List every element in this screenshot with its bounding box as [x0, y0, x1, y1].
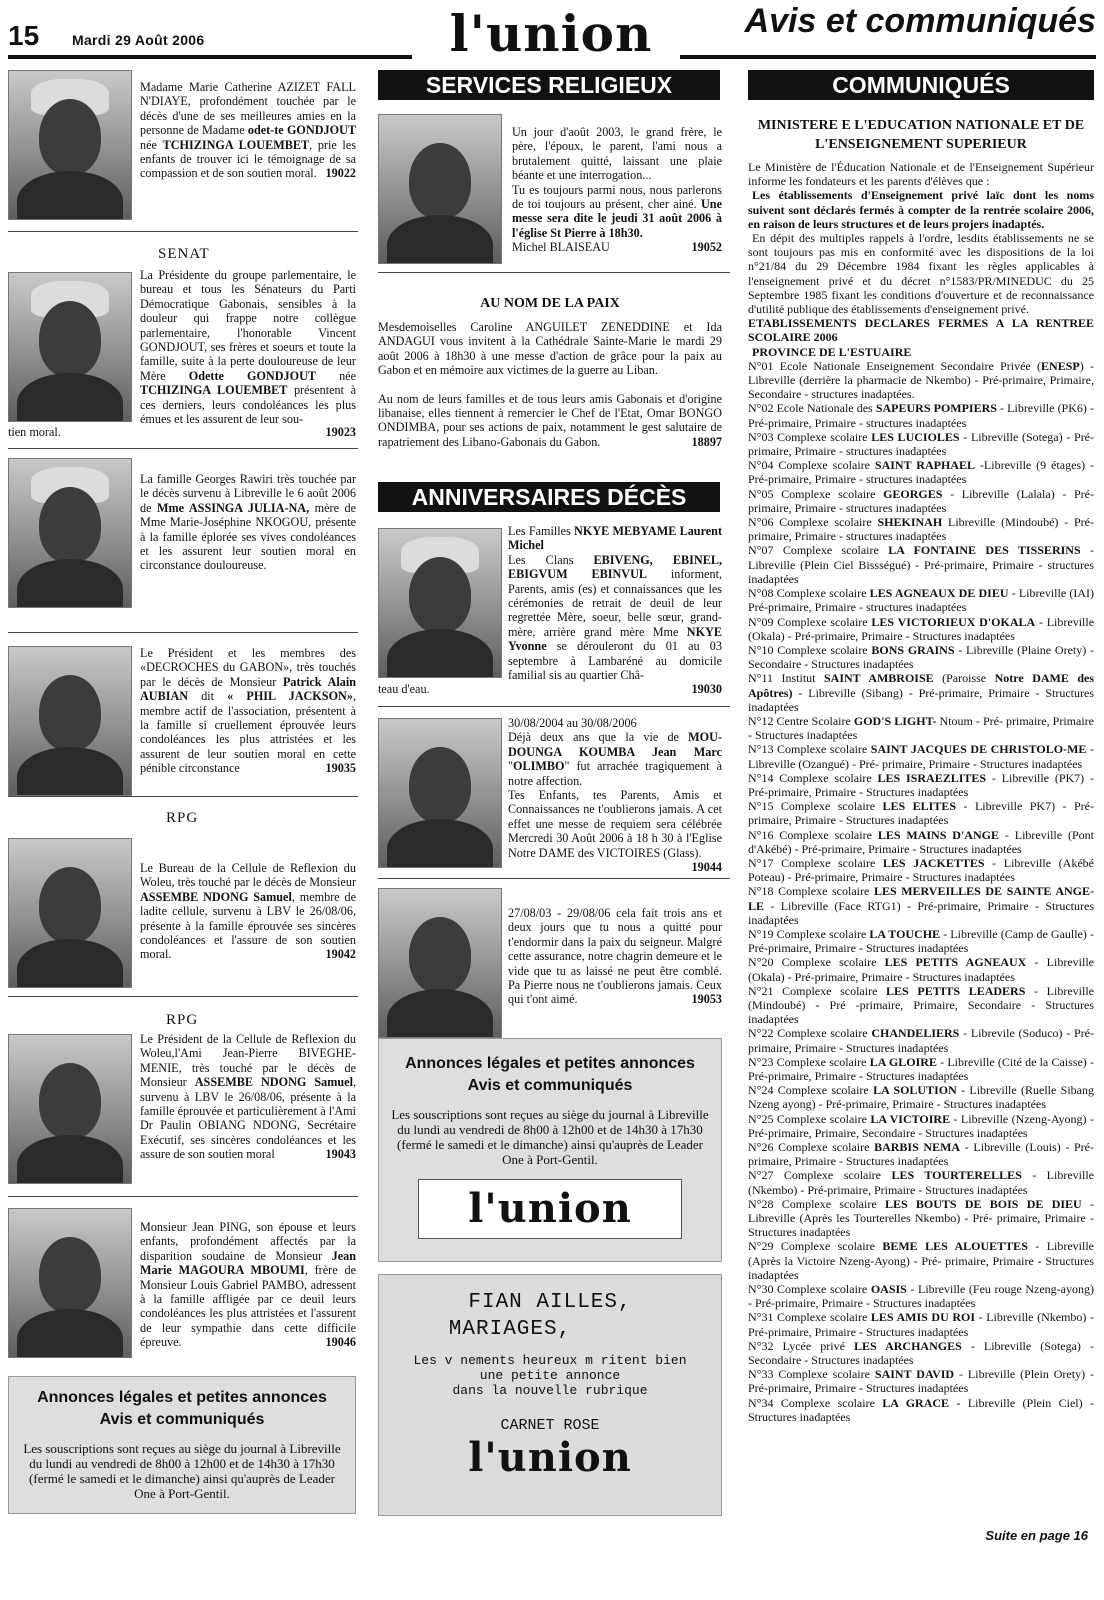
- notice-ref: 19023: [325, 425, 356, 439]
- school-list-item: N°18 Complexe scolaire LES MERVEILLES DE SAINTE ANGE-LE - Libreville (Face RTG1) - Pré-primaire, Primaire - Structures inadaptées: [748, 884, 1095, 927]
- school-list-item: N°09 Complexe scolaire LES VICTORIEUX D'OKALA - Libreville (Okala) - Pré-primaire, Primaire - Structures inadaptées: [748, 614, 1095, 643]
- school-list-item: N°25 Complexe scolaire LA VICTOIRE - Libreville (Nzeng-Ayong) - Pré-primaire, Primaire, Secondaire - Structures inadaptées: [748, 1111, 1094, 1140]
- notice-ref: 19022: [325, 166, 356, 181]
- right-column: [748, 68, 1096, 1558]
- ad-body: Les souscriptions sont reçues au siège du journal à Libreville du lundi au vendredi de 8h00 à 12h00 et de 14h30 à 17h30 (fermé le samedi et le dimanche) ainsi qu'auprès de Leader One à Port-Gentil.: [23, 1441, 341, 1501]
- obituary-notice: [140, 472, 356, 573]
- notice-text: La Présidente du groupe parlementaire, le bureau et tous les Sénateurs du Parti Démocratique Gabonais, sensibles à la douleur qui frappe notre collègue parlementaire, l'honorable Vincent GONDJOUT, ses frères et soeurs et toute la famille, suite à la perte douloureuse de leur Mère Odette GONDJOUT née TCHIZINGA LOUEMBET présentent à ces derniers, leurs condoléances les plus émues et les assurent de leur sou-: [140, 268, 356, 427]
- school-list-item: N°28 Complexe scolaire LES BOUTS DE BOIS DE DIEU - Libreville (Après les Tourterelles Nkembo) - Pré- primaire, Primaire - Structures inadaptées: [748, 1196, 1094, 1240]
- school-list-item: N°14 Complexe scolaire LES ISRAEZLITES - Libreville (PK7) - Pré-primaire, Primaire - Structures inadaptées: [748, 770, 1094, 799]
- portrait-photo: [8, 458, 132, 608]
- notice-text: Le Président de la Cellule de Reflexion du Woleu,l'Ami Jean-Pierre BIVEGHE-MENIE, très touché par le décès de Monsieur ASSEMBE NDONG Samuel, survenu à LBV le 26/08/06, présente à la famille éprouvée et particulièrement à l'Ami Dr Paulin OBIANG NDONG, Secrétaire Exécutif, ses sincères condoléances et les assure de son soutien moral: [140, 1032, 357, 1162]
- notice-ref: 19046: [325, 1335, 356, 1350]
- school-list-item: N°06 Complexe scolaire SHEKINAH Libreville (Mindoubé) - Pré-primaire, Primaire - structures inadaptées: [748, 515, 1094, 544]
- school-list-item: N°02 Ecole Nationale des SAPEURS POMPIERS - Libreville (PK6) -Pré-primaire, Primaire - structures inadaptées: [748, 401, 1094, 430]
- obituary-notice-tail: [8, 425, 356, 439]
- notice-ref: 19053: [691, 992, 722, 1007]
- obituary-notice: [140, 268, 356, 426]
- section-title: Avis et communiqués: [744, 2, 1096, 40]
- ad-subtitle: Avis et communiqués: [467, 1077, 633, 1094]
- school-list-item: N°13 Complexe scolaire SAINT JACQUES DE CHRISTOLO-ME - Libreville (Ozangué) - Pré- primaire, Primaire - Structures inadaptées: [748, 742, 1094, 771]
- divider: [8, 796, 358, 797]
- ad-subtitle: Avis et communiqués: [99, 1411, 265, 1428]
- school-list-item: N°07 Complexe scolaire LA FONTAINE DES TISSERINS - Libreville (Plein Ciel Bissségué) - Pré-primaire, Primaire - structures inadaptées: [748, 543, 1094, 586]
- notice-tail: tien moral.: [8, 425, 61, 439]
- obituary-notice: [140, 646, 356, 776]
- header-rule-right: [680, 55, 1096, 59]
- school-list-item: N°24 Complexe scolaire LA SOLUTION - Libreville (Ruelle Sibang Nzeng ayong) - Pré-primaire, Primaire - Structures inadaptées: [748, 1083, 1094, 1112]
- portrait-photo: [8, 70, 132, 220]
- carnet-line: une petite annonce: [479, 1368, 621, 1383]
- school-list-item: N°12 Centre Scolaire GOD'S LIGHT- Ntoum - Pré- primaire, Primaire - Structures inadaptées: [748, 713, 1094, 743]
- anniversary-notice: [508, 524, 722, 682]
- notice-heading: AU NOM DE LA PAIX: [480, 296, 620, 311]
- school-list-item: N°19 Complexe scolaire LA TOUCHE - Libreville (Camp de Gaulle) - Pré-primaire, Primaire - Structures inadaptées: [748, 926, 1094, 956]
- classified-ad-box: [8, 1376, 356, 1514]
- notice-text: Le Bureau de la Cellule de Reflexion du Woleu, très touché par le décès de Monsieur ASSEMBE NDONG Samuel, membre de ladite cellule, survenu à LBV le 26/08/06, présente à la famille éprouvée ses sincères condoléances et l'assure de son soutien moral.: [140, 861, 356, 962]
- obituary-notice: [140, 80, 356, 181]
- carnet-line: Les v nements heureux m ritent bien: [413, 1353, 687, 1368]
- school-list-item: N°31 Complexe scolaire LES AMIS DU ROI - Libreville (Nkembo) - Pré-primaire, Primaire - Structures inadaptées: [748, 1310, 1095, 1339]
- divider: [378, 272, 730, 273]
- notice-ref: 19035: [325, 761, 356, 776]
- notice-text: Les Familles NKYE MEBYAME Laurent Michel Les Clans EBIVENG, EBINEL, EBIGVUM EBINVUL informent, Parents, amis (es) et connaissances que les cérémonies de retrait de deuil de leur regrettée Mère, soeur, belle sœur, grand-mère, arrière grand mère Mme NKYE Yvonne se dérouleront du 01 au 03 septembre à Lambaréné au domicile familial sis au quartier Châ-: [508, 524, 723, 683]
- notice-heading: RPG: [166, 1012, 199, 1028]
- notice-ref: 18897: [691, 434, 722, 449]
- notice-ref: 19052: [691, 240, 722, 255]
- portrait-photo: [8, 1034, 132, 1184]
- school-list-item: N°21 Complexe scolaire LES PETITS LEADERS - Libreville (Mindoubé) - Pré -primaire, Primaire, Secondaire - Structures inadaptées: [748, 983, 1094, 1027]
- section-band: SERVICES RELIGIEUX: [378, 70, 720, 100]
- notice-text: Madame Marie Catherine AZIZET FALL N'DIAYE, profondément touchée par le décès d'une de ses meilleures amies en la personne de Madame odet-te GONDJOUT née TCHIZINGA LOUEMBET, prie les enfants de trouver ici le témoignage de sa compassion et de son soutien moral.: [140, 80, 357, 181]
- notice-text: 30/08/2004 au 30/08/2006 Déjà deux ans que la vie de MOU-DOUNGA KOUMBA Jean Marc "OLIMBO" fut arrachée tragiquement à notre affection. Tes Enfants, tes Parents, Amis et Connaissances ne t'oublierons jamais. A cet effet une messe de requiem sera célébrée Mercredi 30 Août 2006 à 18 h 30 à l'Eglise Notre DAME des VICTOIRES (Glass).: [508, 716, 722, 860]
- ad-body: Les souscriptions sont reçues au siège du journal à Libreville du lundi au vendredi de 8h00 à 12h00 et de 14h30 à 17h30 (fermé le samedi et le dimanche) ainsi qu'auprès de Leader One à Port-Gentil.: [391, 1107, 709, 1167]
- notice-paragraph: Mesdemoiselles Caroline ANGUILET ZENEDDINE et Ida ANDAGUI vous invitent à la Cathédrale Sainte-Marie le mardi 29 août 2006 à 18h30 à une messe d'action de grâce pour la paix au Gabon et en mémoire aux victimes de la guerre au Liban.: [378, 320, 722, 378]
- school-list-item: N°01 Ecole Nationale Enseignement Secondaire Privée (ENESP) - Libreville (derrière la pharmacie de Nkembo) - Pré-primaire, Primaire, Secondaire - structures inadaptées.: [748, 358, 1094, 402]
- notice-heading: RPG: [166, 810, 199, 826]
- divider: [8, 448, 358, 449]
- school-list-item: N°03 Complexe scolaire LES LUCIOLES - Libreville (Sotega) - Pré-primaire, Primaire - structures inadaptées: [748, 429, 1095, 459]
- portrait-photo: [378, 528, 502, 678]
- notice-paragraph: Au nom de leurs familles et de tous leurs amis Gabonais et d'origine libanaise, elles tiennent à remercier le Chef de l'Etat, Omar BONGO ONDIMBA, pour ses actions de paix, notamment le gest salutaire de rapatriement des Libano-Gabonais du Gabon.: [378, 391, 722, 449]
- carnet-line: CARNET ROSE: [500, 1417, 600, 1434]
- carnet-line: FIAN AILLES,: [468, 1291, 632, 1314]
- obituary-notice: [140, 1032, 356, 1162]
- school-list-item: N°08 Complexe scolaire LES AGNEAUX DE DIEU - Libreville (IAI) Pré-primaire, Primaire - structures inadaptées: [748, 586, 1094, 615]
- ad-title: Annonces légales et petites annonces: [37, 1389, 327, 1406]
- notice-ref: 19044: [691, 860, 722, 875]
- header-rule-left: [8, 55, 412, 59]
- school-list-item: N°33 Complexe scolaire SAINT DAVID - Libreville (Plein Orety) - Pré-primaire, Primaire - Structures inadaptées: [748, 1367, 1095, 1396]
- carnet-line: dans la nouvelle rubrique: [452, 1383, 648, 1398]
- province-heading: PROVINCE DE L'ESTUAIRE: [752, 344, 912, 359]
- ministry-heading: MINISTERE E L'EDUCATION NATIONALE ET DE L'ENSEIGNEMENT SUPERIEUR: [757, 118, 1085, 152]
- school-list-item: N°29 Complexe scolaire BEME LES ALOUETTES - Libreville (Après la Victoire Nzeng-Ayong) - Pré- primaire, Primaire - Structures inadaptées: [748, 1239, 1095, 1282]
- list-heading: ETABLISSEMENTS DECLARES FERMES A LA RENTREE SCOLAIRE 2006: [748, 316, 1094, 345]
- school-list-item: N°23 Complexe scolaire LA GLOIRE - Libreville (Cité de la Caisse) - Pré-primaire, Primaire - Structures inadaptées: [748, 1054, 1094, 1083]
- issue-date: Mardi 29 Août 2006: [72, 32, 205, 48]
- divider: [8, 231, 358, 232]
- divider: [378, 878, 730, 879]
- school-list-item: N°17 Complexe scolaire LES JACKETTES - Libreville (Akébé Poteau) - Pré-primaire, Primaire - Structures inadaptées: [748, 855, 1094, 885]
- portrait-photo: [8, 272, 132, 422]
- notice-text: Un jour d'août 2003, le grand frère, le père, l'époux, le parent, l'ami nous a brutalement quitté, laissant une plaie béante et une interrogation... Tu es toujours parmi nous, nous parlerons de toi toujours au présent, cher ainé. Une messe sera dite le jeudi 31 août 2006 à l'église St Pierre à 18h30.: [512, 125, 722, 240]
- continued-note: Suite en page 16: [985, 1528, 1088, 1543]
- communique-body: [748, 160, 1094, 1424]
- classified-ad-box: [378, 1038, 722, 1262]
- school-list-item: N°10 Complexe scolaire BONS GRAINS - Libreville (Plaine Orety) - Secondaire - Structures inadaptées: [748, 642, 1094, 672]
- ad-logo: l'union: [468, 1185, 632, 1232]
- page-number: 15: [8, 20, 40, 51]
- school-list-item: N°05 Complexe scolaire GEORGES - Libreville (Lalala) - Pré- primaire, Primaire - structures inadaptées: [748, 486, 1094, 515]
- school-list-item: N°30 Complexe scolaire OASIS - Libreville (Feu rouge Nzeng-ayong) - Pré-primaire, Primaire - Structures inadaptées: [748, 1282, 1094, 1311]
- section-band: COMMUNIQUÉS: [748, 70, 1094, 100]
- obituary-notice: [140, 861, 356, 962]
- school-list-item: N°22 Complexe scolaire CHANDELIERS - Librevile (Soduco) - Pré-primaire, Primaire - Structures inadaptées: [748, 1026, 1094, 1055]
- notice-ref: 19042: [325, 947, 356, 962]
- school-list-item: N°11 Institut SAINT AMBROISE (Paroisse Notre DAME des Apôtres) - Libreville (Sibang) - Pré-primaire, Primaire - Structures inadaptées: [748, 671, 1095, 714]
- portrait-photo: [378, 114, 502, 264]
- notice-ref: 19043: [325, 1147, 356, 1162]
- divider: [378, 706, 730, 707]
- portrait-photo: [8, 1208, 132, 1358]
- school-list-item: N°32 Lycée privé LES ARCHANGES - Libreville (Sotega) - Secondaire - Structures inadaptées: [748, 1338, 1094, 1368]
- middle-column: [378, 68, 730, 1548]
- carnet-rose-box: [378, 1274, 722, 1516]
- notice-text: Monsieur Jean PING, son épouse et leurs enfants, profondément affectés par la disparition soudaine de Monsieur Jean Marie MAGOURA MBOUMI, frère de Monsieur Louis Gabriel PAMBO, adressent à la famille affligée par ce deuil leurs condoléances les plus attristées et l'assurent de leur sympathie dans cette difficile épreuve.: [140, 1220, 356, 1350]
- portrait-photo: [8, 838, 132, 988]
- school-list-item: N°26 Complexe scolaire BARBIS NEMA - Libreville (Louis) - Pré-primaire, Primaire - Structures inadaptées: [748, 1140, 1094, 1169]
- communique-bold-intro: Les établissements d'Enseignement privé laïc dont les noms suivent sont déclarés fermés à compter de la rentrée scolaire 2006, en raison de leurs structures et de leurs projers inadaptés.: [748, 188, 1094, 231]
- notice-signature: Michel BLAISEAU: [512, 240, 610, 255]
- anniversary-notice: [508, 906, 722, 1007]
- ad-logo-frame: [418, 1179, 682, 1239]
- school-list-item: N°04 Complexe scolaire SAINT RAPHAEL -Libreville (9 étages) -Pré-primaire, Primaire - structures inadaptées: [748, 458, 1094, 487]
- notice-tail: teau d'eau.: [378, 682, 430, 696]
- notice-text: 27/08/03 - 29/08/06 cela fait trois ans et deux jours que tu nous a quitté pour t'endormir dans la paix du seigneur. Malgré cette assurance, notre chagrin demeure et le vide que tu as laissé ne peut être comblé. Pa Pierre nous ne t'oublierons jamais. Ceux qui t'ont aimé.: [508, 906, 722, 1007]
- portrait-photo: [8, 646, 132, 796]
- religious-notice: [512, 125, 722, 255]
- section-band: ANNIVERSAIRES DÉCÈS: [378, 482, 720, 512]
- notice-text: Le Président et les membres des «DECROCHES du GABON», très touchés par le décès de Monsieur Patrick Alain AUBIAN dit « PHIL JACKSON», membre actif de l'association, présentent à la famille si cruellement éprouvée leurs condoléances les plus attristées et les assurent de leur soutien moral en cette pénible circonstance: [140, 646, 357, 776]
- peace-notice: [378, 320, 722, 449]
- divider: [8, 1196, 358, 1197]
- newspaper-logo: l'union: [449, 4, 653, 63]
- divider: [8, 632, 358, 633]
- carnet-logo: l'union: [468, 1434, 632, 1481]
- school-list-item: N°20 Complexe scolaire LES PETITS AGNEAUX - Libreville (Okala) - Pré-primaire, Primaire - Structures inadaptées: [748, 955, 1094, 984]
- notice-ref: 19030: [691, 682, 722, 696]
- portrait-photo: [378, 718, 502, 868]
- school-list-item: N°34 Complexe scolaire LA GRACE - Libreville (Plein Ciel) - Structures inadaptées: [748, 1395, 1094, 1424]
- notice-heading: SENAT: [158, 246, 210, 262]
- communique-paragraph: En dépit des multiples rappels à l'ordre, lesdits établissements ne se sont toujours pas mis en conformité avec les dispositions de la loi n°21/84 du 29 Décembre 1984 fixant les règles applicables à l'enseignement privé et du décret n°1583/PR/MINEDUC du 25 Septembre 1985 fixant les conditions d'ouverture et de reconnaissance d'utilité publique des établissements d'enseignement privé.: [748, 231, 1094, 317]
- communique-intro: Le Ministère de l'Éducation Nationale et de l'Enseignement Supérieur informe les fondateurs et les parents d'élèves que :: [748, 160, 1094, 189]
- carnet-line: MARIAGES,: [448, 1318, 572, 1341]
- anniversary-notice: [508, 716, 722, 874]
- school-list-item: N°16 Complexe scolaire LES MAINS D'ANGE - Libreville (Pont d'Akébé) - Pré-primaire, Primaire - Structures inadaptées: [748, 827, 1094, 856]
- school-list: [748, 359, 1094, 1424]
- notice-text: La famille Georges Rawiri très touchée par le décès survenu à Libreville le 6 août 2006 de Mme ASSINGA JULIA-NA, mère de Mme Marie-Joséphine NKOGOU, présente à la famille éplorée ses vives condoléances et les assurent leur soutien moral en circonstance douloureuse.: [140, 472, 356, 573]
- portrait-photo: [378, 888, 502, 1038]
- divider: [8, 996, 358, 997]
- ad-title: Annonces légales et petites annonces: [405, 1055, 695, 1072]
- anniversary-notice-tail: [378, 682, 722, 696]
- school-list-item: N°27 Complexe scolaire LES TOURTERELLES - Libreville (Nkembo) - Pré-primaire, Primaire - Structures inadaptées: [748, 1168, 1094, 1197]
- school-list-item: N°15 Complexe scolaire LES ELITES - Libreville PK7) - Pré-primaire, Primaire - Structures inadaptées: [748, 799, 1095, 828]
